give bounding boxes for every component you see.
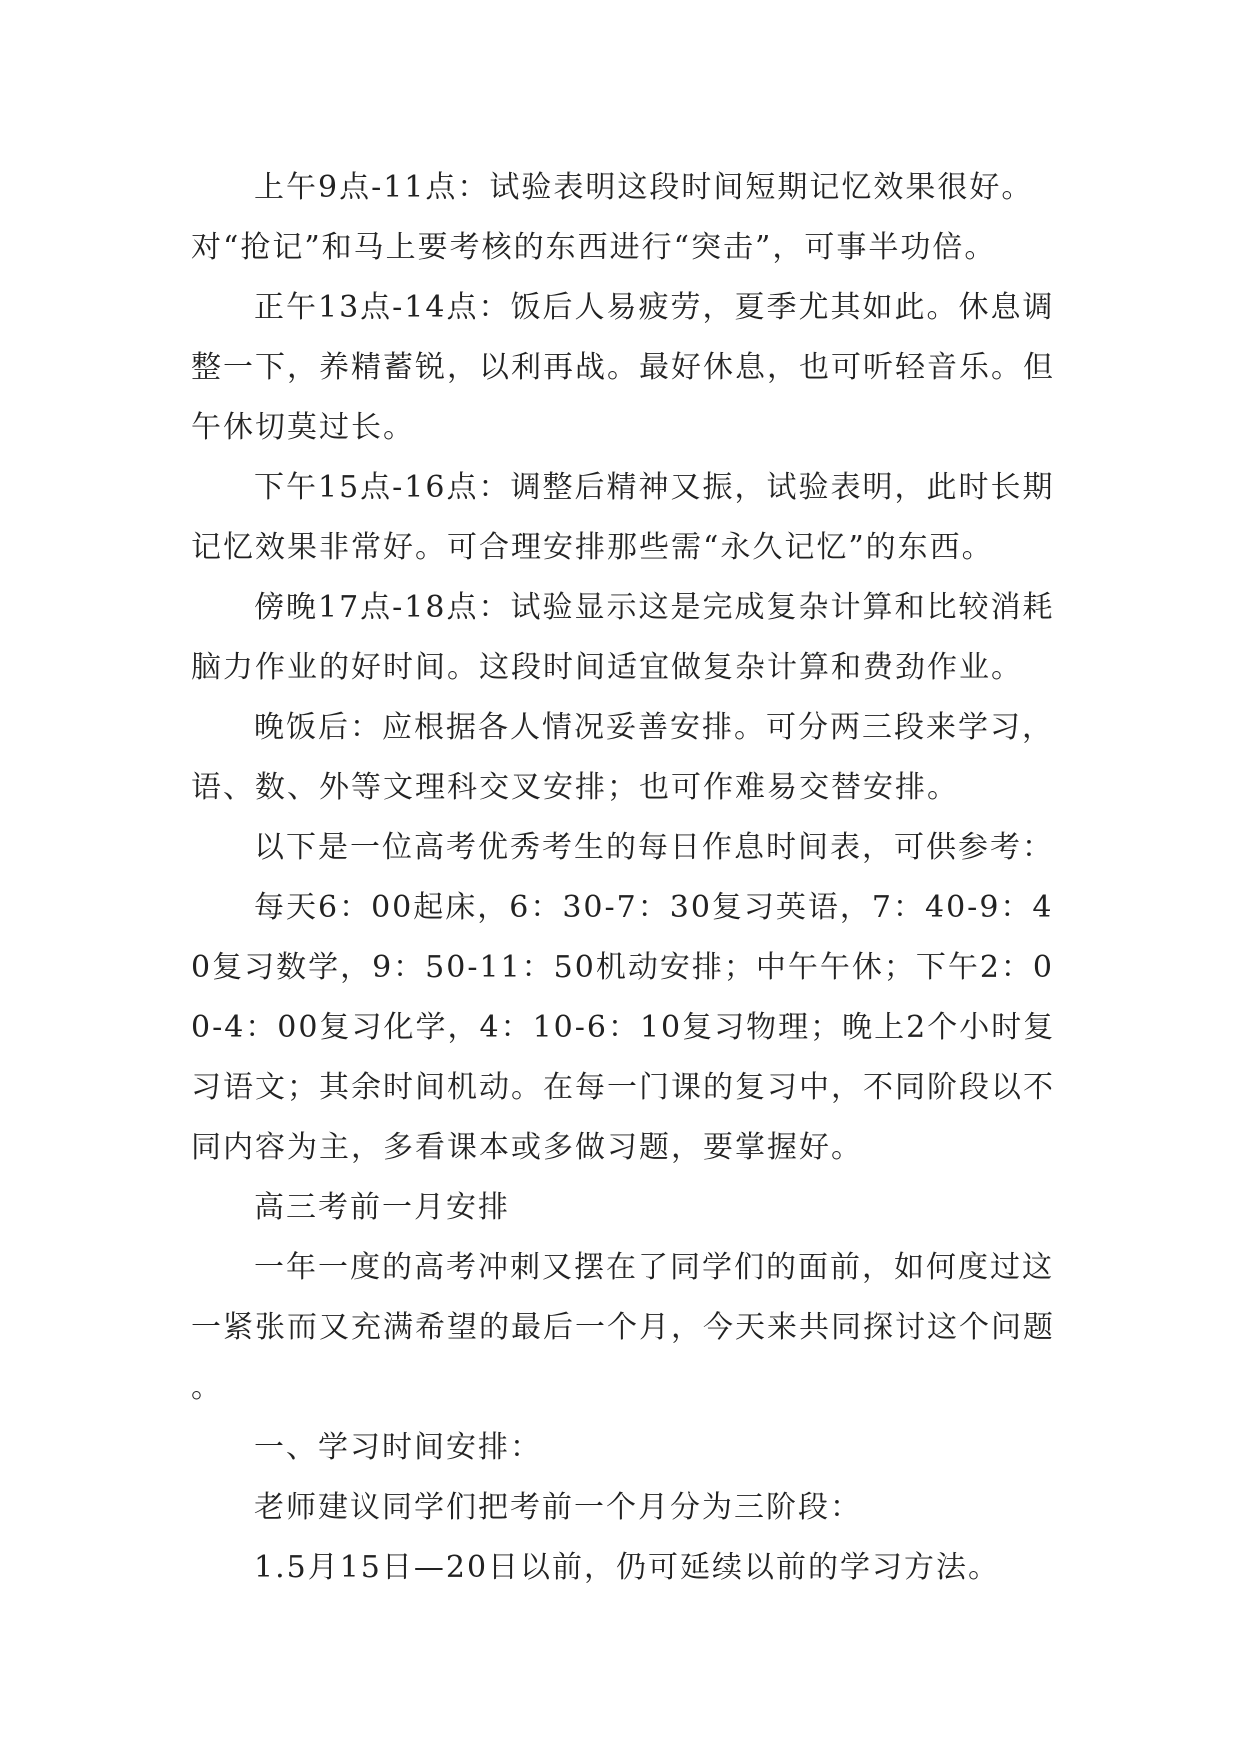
paragraph-morning-schedule: 上午9点-11点：试验表明这段时间短期记忆效果很好。对“抢记”和马上要考核的东西进行“突击”，可事半功倍。 (191, 170, 1034, 265)
document-body (191, 158, 1061, 1598)
paragraph-timetable-intro: 以下是一位高考优秀考生的每日作息时间表，可供参考： (254, 830, 1054, 865)
paragraph-noon-schedule: 正午13点-14点：饭后人易疲劳，夏季尤其如此。休息调整一下，养精蓄锐，以利再战。最好休息，也可听轻音乐。但午休切莫过长。 (191, 290, 1055, 445)
paragraph-daily-timetable: 每天6：00起床，6：30-7：30复习英语，7：40-9：40复习数学，9：50-11：50机动安排；中午午休；下午2：00-4：00复习化学，4：10-6：10复习物理；晚上2个小时复习语文；其余时间机动。在每一门课的复习中，不同阶段以不同内容为主，多看课本或多做习题，要掌握好。 (191, 890, 1056, 1165)
section-heading-final-month: 高三考前一月安排 (254, 1190, 510, 1225)
paragraph-final-month-intro: 一年一度的高考冲刺又摆在了同学们的面前，如何度过这一紧张而又充满希望的最后一个月，今天来共同探讨这个问题。 (191, 1250, 1055, 1405)
paragraph-three-stages: 老师建议同学们把考前一个月分为三阶段： (254, 1490, 862, 1525)
paragraph-afternoon-schedule: 下午15点-16点：调整后精神又振，试验表明，此时长期记忆效果非常好。可合理安排那些需“永久记忆”的东西。 (191, 470, 1055, 565)
paragraph-after-dinner: 晚饭后：应根据各人情况妥善安排。可分两三段来学习，语、数、外等文理科交叉安排；也可作难易交替安排。 (191, 710, 1054, 805)
paragraph-evening-schedule: 傍晚17点-18点：试验显示这是完成复杂计算和比较消耗脑力作业的好时间。这段时间适宜做复杂计算和费劲作业。 (191, 590, 1055, 685)
paragraph-stage-one: 1.5月15日—20日以前，仍可延续以前的学习方法。 (254, 1550, 1001, 1585)
subheading-study-time: 一、学习时间安排： (254, 1430, 542, 1465)
